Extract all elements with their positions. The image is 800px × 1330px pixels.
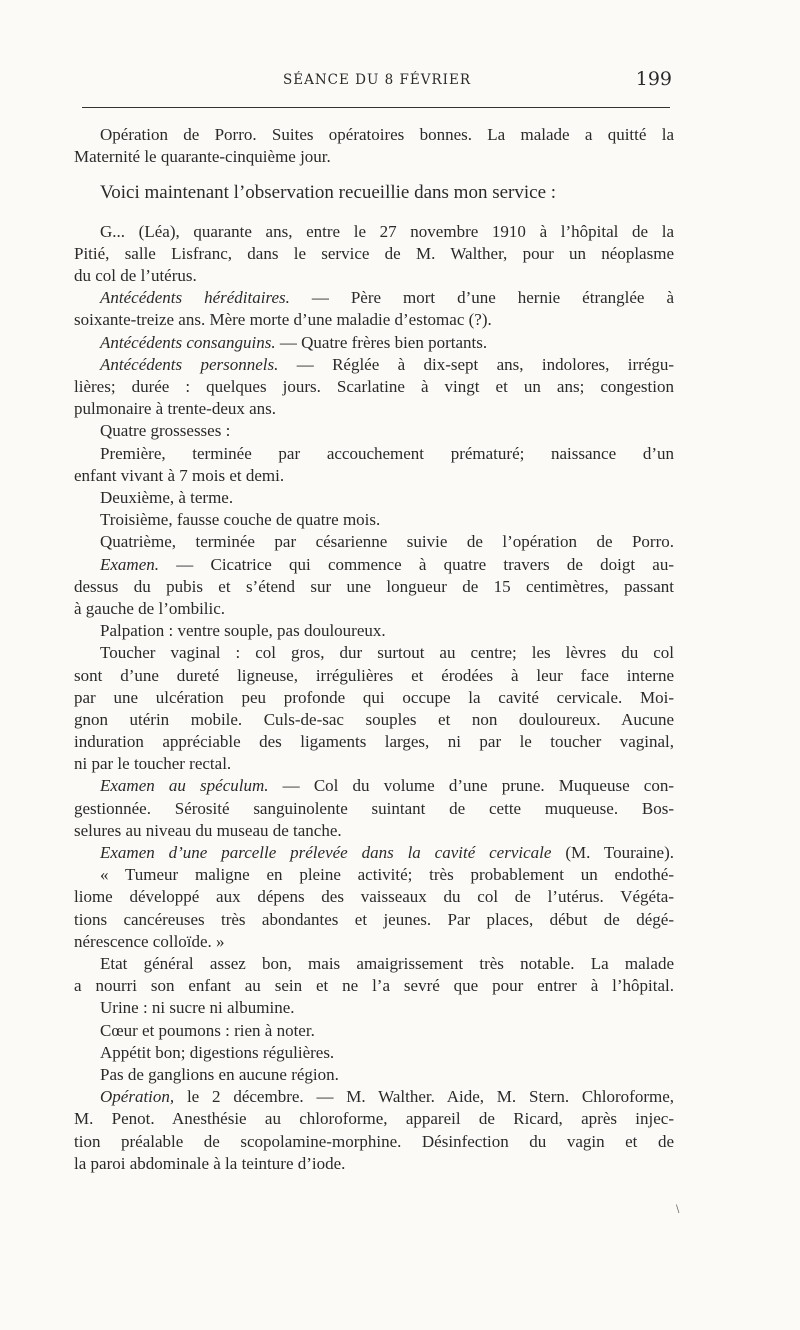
running-header [82,68,672,92]
line-text: ni par le toucher rectal. [74,754,232,774]
line-text: M. Penot. Anesthésie au chloroforme, appareil de Ricard, après injec- [74,1109,674,1129]
text-line [74,997,674,1019]
section-heading [74,182,674,204]
line-text: — Réglée à dix-sept ans, indolores, irrégu- [278,354,674,374]
text-line [74,1020,674,1042]
line-text: Toucher vaginal : col gros, dur surtout au centre; les lèvres du col [100,643,674,663]
italic-heading: Antécédents consanguins. [100,332,276,352]
text-line [74,265,674,287]
text-line [74,576,674,598]
line-text: — Cicatrice qui commence à quatre travers de doigt au- [159,554,674,574]
stray-mark: \ [676,1204,680,1215]
text-line [74,354,674,376]
text-line [74,1131,674,1153]
line-text: Troisième, fausse couche de quatre mois. [100,510,381,530]
body-text [74,124,674,1175]
line-text: soixante-treize ans. Mère morte d’une maladie d’estomac (?). [74,310,492,330]
text-line [74,420,674,442]
text-line [74,1108,674,1130]
text-line [74,775,674,797]
line-text: selures au niveau du museau de tanche. [74,820,342,840]
line-text: Première, terminée par accouchement prématuré; naissance d’un [100,443,674,463]
italic-heading: Antécédents personnels. [100,354,279,374]
text-line [74,243,674,265]
line-text: Appétit bon; digestions régulières. [100,1042,335,1062]
text-line [74,642,674,664]
text-line [74,554,674,576]
line-text: tions cancéreuses très abondantes et jeunes. Par places, début de dégé- [74,909,674,929]
text-line [74,820,674,842]
italic-heading: Opération, [100,1087,175,1107]
text-line [74,753,674,775]
italic-heading: Examen d’une parcelle prélevée dans la cavité cervicale [100,843,552,863]
text-line [74,798,674,820]
italic-heading: Examen. [100,554,160,574]
text-line [74,864,674,886]
page-number: 199 [635,68,672,90]
text-line [74,309,674,331]
line-text: pulmonaire à trente-deux ans. [74,399,277,419]
line-text: Etat général assez bon, mais amaigrissement très notable. La malade [100,953,674,973]
text-line [74,146,674,168]
line-text: dessus du pubis et s’étend sur une longueur de 15 centimètres, passant [74,576,674,596]
text-line [74,953,674,975]
line-text: Pas de ganglions en aucune région. [100,1064,339,1084]
text-line [74,221,674,243]
text-line [74,287,674,309]
text-line [74,531,674,553]
text-line [74,709,674,731]
line-text: enfant vivant à 7 mois et demi. [74,465,285,485]
text-line [74,975,674,997]
line-text: par une ulcération peu profonde qui occupe la cavité cervicale. Moi- [74,687,674,707]
text-line [74,598,674,620]
line-text: liome développé aux dépens des vaisseaux du col de l’utérus. Végéta- [74,887,674,907]
line-text: G... (Léa), quarante ans, entre le 27 novembre 1910 à l’hôpital de la [100,221,674,241]
text-line [74,332,674,354]
text-line [74,1064,674,1086]
line-text: (M. Touraine). [551,843,674,863]
line-text: « Tumeur maligne en pleine activité; très probablement un endothé- [100,865,674,885]
italic-heading: Examen au spéculum. [100,776,269,796]
italic-heading: Antécédents héréditaires. [100,288,290,308]
line-text: du col de l’utérus. [74,265,197,285]
text-line [74,443,674,465]
text-line [74,687,674,709]
line-text: — Col du volume d’une prune. Muqueuse con- [268,776,674,796]
line-text: — Père mort d’une hernie étranglée à [289,288,674,308]
line-text: le 2 décembre. — M. Walther. Aide, M. Stern. Chloroforme, [174,1087,674,1107]
text-line [74,1042,674,1064]
text-line [74,931,674,953]
running-title: SÉANCE DU 8 FÉVRIER [282,72,471,88]
line-text: lières; durée : quelques jours. Scarlatine à vingt et un ans; congestion [74,376,674,396]
line-text: à gauche de l’ombilic. [74,598,226,618]
text-line [74,842,674,864]
text-line [74,886,674,908]
line-text: Palpation : ventre souple, pas douloureux. [100,621,386,641]
line-text: Urine : ni sucre ni albumine. [100,998,295,1018]
text-line [74,731,674,753]
text-line [74,487,674,509]
text-line [74,465,674,487]
line-text: la paroi abdominale à la teinture d’iode. [74,1153,346,1173]
line-text: Opération de Porro. Suites opératoires bonnes. La malade a quitté la [100,125,674,144]
text-line [74,376,674,398]
line-text: Quatre grossesses : [100,421,231,441]
line-text: a nourri son enfant au sein et ne l’a sevré que pour entrer à l’hôpital. [74,976,674,996]
line-text: Cœur et poumons : rien à noter. [100,1020,315,1040]
line-text: Pitié, salle Lisfranc, dans le service de M. Walther, pour un néoplasme [74,243,674,263]
line-text: Quatrième, terminée par césarienne suivie de l’opération de Porro. [100,532,674,552]
line-text: gestionnée. Sérosité sanguinolente suintant de cette muqueuse. Bos- [74,798,674,818]
line-text: Deuxième, à terme. [100,487,234,507]
line-text: Voici maintenant l’observation recueillie dans mon service : [100,182,557,204]
line-text: Maternité le quarante-cinquième jour. [74,147,331,167]
line-text: gnon utérin mobile. Culs-de-sac souples et non douloureux. Aucune [74,709,674,729]
text-line [74,124,674,146]
line-text: nérescence colloïde. » [74,931,225,951]
text-line [74,1086,674,1108]
text-line [74,398,674,420]
line-text: sont d’une dureté ligneuse, irrégulières et érodées à leur face interne [74,665,674,685]
line-text: induration appréciable des ligaments larges, ni par le toucher vaginal, [74,732,674,752]
text-line [74,620,674,642]
text-line [74,665,674,687]
text-line [74,1153,674,1175]
line-text: tion préalable de scopolamine-morphine. Désinfection du vagin et de [74,1131,674,1151]
text-line [74,509,674,531]
line-text: — Quatre frères bien portants. [275,332,488,352]
header-rule [82,107,670,108]
text-line [74,909,674,931]
